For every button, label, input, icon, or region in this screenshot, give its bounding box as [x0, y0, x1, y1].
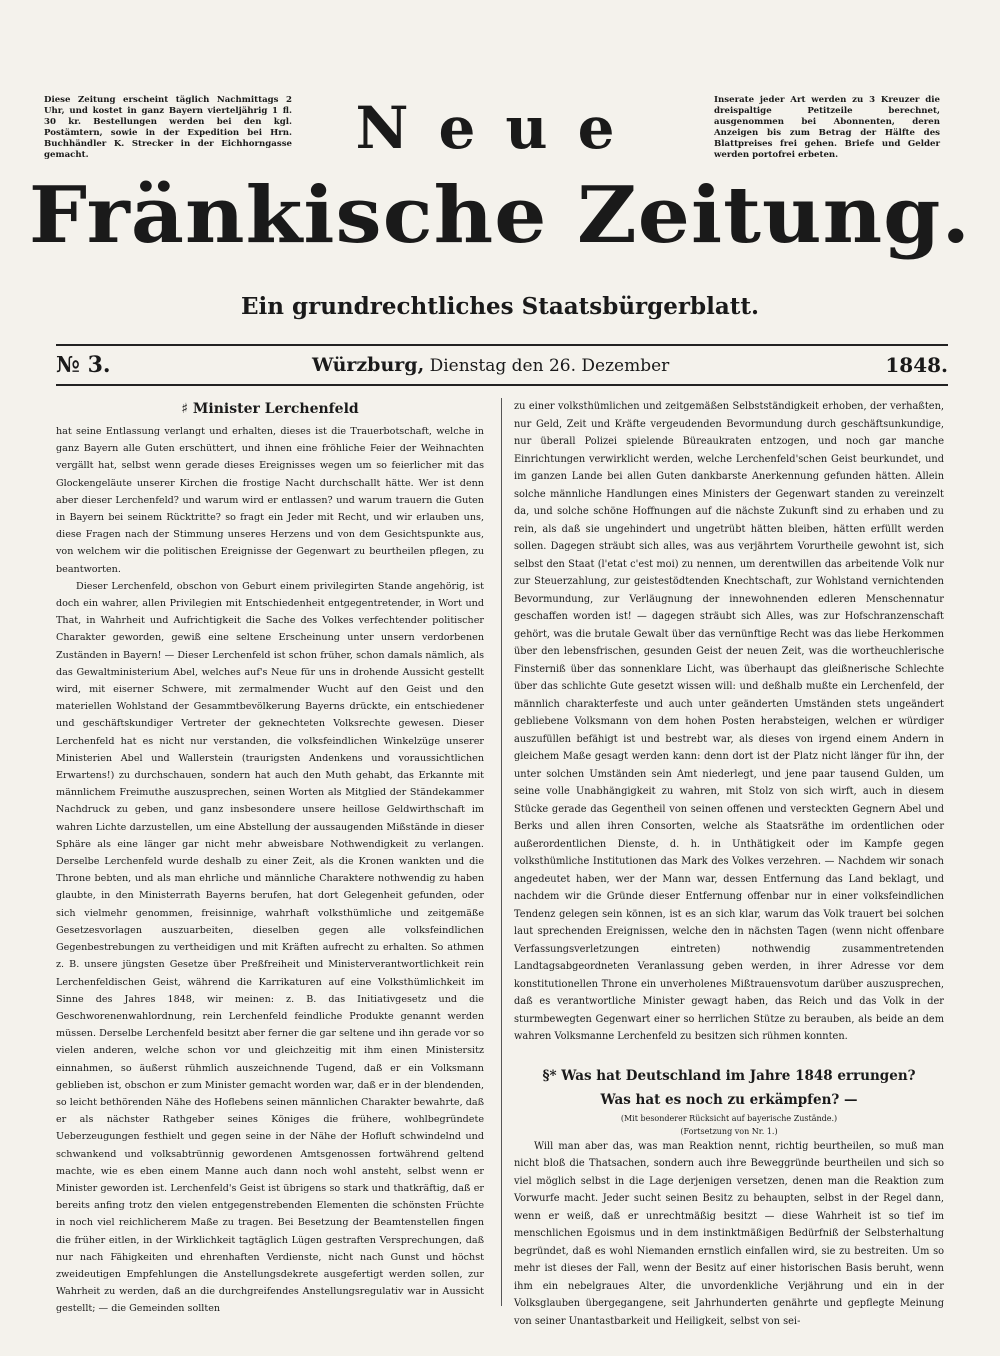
article-paragraph: Will man aber das, was man Reaktion nennt, richtig beurtheilen, so muß man nicht bloß die Thatsachen, sondern auch ihre Beweggründe beurtheilen und sich so viel möglich selbst in die Lage derjenigen versetzen, denen man die Reaktion zum Vorwurfe macht. Jeder sucht seinen Besitz zu behaupten, selbst in der Regel dann, wenn er weiß, daß er unrechtmäßig besitzt — diese Wahrheit ist so tief im menschlichen Egoismus und in dem instinktmäßigen Bedürfniß der Selbsterhaltung begründet, daß es wohl Niemanden ernstlich einfallen wird, sie zu bestreiten. Um so mehr ist dieses der Fall, wenn der Besitz auf einer historischen Basis beruht, wenn ihm ein nebelgraues Alter, die unvordenkliche Verjährung und ein in der Volksglauben übergegangene, seit Jahrhunderten genährte und gepflegte Meinung von seiner Unantastbarkeit und Heiligkeit, selbst von sei- — [514, 1140, 944, 1327]
title-line-neue: Neue — [355, 94, 645, 162]
continuation-note: (Fortsetzung von Nr. 1.) — [680, 1126, 778, 1136]
issue-number: № 3. — [56, 352, 111, 378]
section-gap — [514, 1046, 944, 1064]
dateline-date: Dienstag den 26. Dezember — [429, 356, 670, 376]
title-line-main: Fränkische Zeitung. — [28, 170, 972, 261]
article-subnote: (Mit besonderer Rücksicht auf bayerische Zustände.) — [620, 1113, 838, 1123]
article-heading-1848-line1: §* Was hat Deutschland im Jahre 1848 errungen? — [542, 1067, 916, 1084]
left-column — [56, 398, 484, 1318]
article-paragraph: Dieser Lerchenfeld, obschon von Geburt einem privilegirten Stande angehörig, ist doch ein wahrer, allen Privilegien mit Entschiedenheit entgegentretender, in Wort und That, in Wahrheit und Aufrichtigkeit die Sache des Volkes verfechtender politischer Charakter geworden, gewiß eine seltene Erscheinung unter unsern verdorbenen Zuständen in Bayern! — Dieser Lerchenfeld ist schon früher, schon damals nämlich, als das Gewaltministerium Abel, welches auf's Neue für uns in drohende Aussicht gestellt wird, mit eiserner Schwere, mit zermalmender Wucht auf den Geist und den materiellen Wohlstand der Gesammtbevölkerung Bayerns drückte, ein entschiedener und geschäftskundiger Vertreter der geknechteten Volksrechte gewesen. Dieser Lerchenfeld hat es nicht nur verstanden, die volksfeindlichen Winkelzüge unserer Ministerien Abel und Wallerstein (traurigsten Andenkens und voraussichtlichen Erwartens!) zu durchschauen, sondern hat auch den Muth gehabt, das Erkannte mit männlichem Freimuthe auszusprechen, seinen Worten als Mitglied der Ständekammer Nachdruck zu geben, und ganz insbesondere unsere heillose Geldwirthschaft im wahren Lichte darzustellen, um eine Abstellung der aussaugenden Mißstände in dieser Sphäre als eine länger gar nicht mehr abweisbare Nothwendigkeit zu verlangen. Derselbe Lerchenfeld wurde deshalb zu einer Zeit, als die Kronen wankten und die Throne bebten, und als man ehrliche und männliche Charaktere nothwendig zu haben glaubte, in den Ministerrath Bayerns berufen, hat dort Gelegenheit gefunden, oder sich vielmehr genommen, freisinnige, wahrhaft volksthümliche und zeitgemäße Gesetzesvorlagen auszuarbeiten, dieselben gegen alle volksfeindlichen Gegenbestrebungen zu vertheidigen und mit Kräften aufrecht zu erhalten. So athmen z. B. unsere jüngsten Gesetze über Preßfreiheit und Ministerverantwortlichkeit rein Lerchenfeldischen Geist, während die Karrikaturen auf eine Volksthümlichkeit im Sinne des Jahres 1848, wir meinen: z. B. das Initiativgesetz und die Geschworenenwahlordnung, rein Lerchenfeld feindliche Produkte genannt werden müssen. Derselbe Lerchenfeld besitzt aber ferner die gar seltene und ihn gerade vor so vielen anderen, welche schon vor und gleichzeitig mit ihm einen Ministersitz einnahmen, so äußerst rühmlich auszeichnende Tugend, daß er ein Volksmann geblieben ist, obschon er zum Minister gemacht worden war, daß er in der blendenden, so leicht bethörenden Nähe des Hoflebens seinen männlichen Charakter bewahrte, daß er als nächster Rathgeber seines Königes die frühere, wohlbegründete Ueberzeugungen festhielt und gegen seine in der Nähe der Hofluft schwindelnd und schwankend und volksabtrünnig gewordenen Amtsgenossen fortwährend geltend machte, wie es eben einem Manne auch dann noch wohl ansteht, selbst wenn er Minister geworden ist. Lerchenfeld's Geist ist übrigens so stark und thatkräftig, daß er bereits anfing trotz den vielen entgegenstrebenden Elementen die schönsten Früchte in noch viel reichlicherem Maße zu tragen. Bei Besetzung der Beamtenstellen fingen die früher eitlen, in der Wirklichkeit tagtäglich Lügen gestraften Versprechungen, daß nur nach Fähigkeiten und ehrenhaften Verdienste, nicht nach Gunst und höchst zweideutigen Empfehlungen die Anstellungsdekrete ausgefertigt werden sollen, zur Wahrheit zu werden, daß an die durchgreifendes Anstellungsregulativ war in Aussicht gestellt; — die Gemeinden sollten — [56, 580, 484, 1315]
right-column — [514, 398, 944, 1330]
dateline-place: Würzburg, — [312, 354, 425, 376]
article-paragraph: zu einer volksthümlichen und zeitgemäßen Selbstständigkeit erhoben, der verhaßten, nur Geld, Zeit und Kräfte vergeudenden Bevormundung durch geschäftsunkundige, nur überall Polizei spielende Büreaukraten entzogen, und noch gar manche Einrichtungen verwirklicht werden, welche Lerchenfeld'schen Geist beurkundet, und im ganzen Lande bei allen Guten dankbarste Anerkennung gefunden hätten. Allein solche männliche Handlungen eines Ministers der Gegenwart standen zu vereinzelt da, und solche schöne Hoffnungen auf die nächste Zukunft sind zu erhaben und zu rein, als daß sie ungehindert und ungetrübt hätten bleiben, hätten erfüllt werden sollen. Dagegen sträubt sich alles, was aus verjährtem Vorurtheile gewohnt ist, sich selbst den Staat (l'etat c'est moi) zu nennen, um derentwillen das arbeitende Volk nur zur Steuerzahlung, zur geistestödtenden Knechtschaft, zur Wohlstand vernichtenden Bevormundung, zur Verläugnung der innewohnenden edleren Menschennatur geschaffen worden ist! — dagegen sträubt sich Alles, was zur Hofschranzenschaft gehört, was die brutale Gewalt über das vernünftige Recht was das liebe Herkommen über den lebensfrischen, gesunden Geist der neuen Zeit, was die wortheuchlerische Finsterniß über das sonnenklare Licht, was überhaupt das gleißnerische Schlechte über das schlichte Gute gesetzt wissen will: und deßhalb mußte ein Lerchenfeld, der männlich charakterfeste und auch unter geänderten Umständen stets ungeändert gebliebene Volksmann von dem hohen Posten herabsteigen, welchen er würdiger auszufüllen befähigt ist und bestrebt war, als dieses von irgend einem Andern in gleichem Maße gesagt werden kann: denn dort ist der Platz nicht länger für ihn, der unter solchen Umständen sein Amt niederlegt, und jene paar tausend Gulden, um seine volle Unabhängigkeit zu wahren, mit Stolz von sich wirft, auch in diesem Stücke gerade das Gegentheil von seinen offenen und versteckten Gegnern Abel und Berks und allen ihren Consorten, welche als Staatsräthe im ordentlichen oder außerordentlichen Dienste, d. h. in Unthätigkeit oder im Kampfe gegen volksthümliche Institutionen das Mark des Volkes verzehren. — Nachdem wir sonach angedeutet haben, wer der Mann war, dessen Entfernung das Land beklagt, und nachdem wir die Gründe dieser Entfernung offenbar nur in einer volksfeindlichen Tendenz gelegen sein können, ist es an sich klar, warum das Volk trauert bei solchen laut sprechenden Ereignissen, welche den in nächsten Tagen (wenn nicht offenbare Verfassungsverletzungen eintreten) nothwendig zusammentretenden Landtagsabgeordneten Veranlassung geben werden, in ihrer Adresse vor dem konstitutionellen Throne ein unverholenes Mißtrauensvotum darüber auszusprechen, daß es verantwortliche Minister gewagt haben, das Reich und das Volk in der sturmbewegten Gegenwart einer so herrlichen Stütze zu berauben, als beide an dem wahren Volksmanne Lerchenfeld zu besitzen sich rühmen konnten. — [514, 401, 944, 1042]
article-paragraph: hat seine Entlassung verlangt und erhalten, dieses ist die Trauerbotschaft, welche in ganz Bayern alle Guten erschüttert, und ihnen eine fröhliche Feier der Weihnachten vergällt hat, selbst wenn gerade dieses Ereignisses wegen um so feierlicher mit das Glockengeläute unserer Kirchen die frostige Nacht durchschallt hätte. Wer ist denn aber dieser Lerchenfeld? und warum wird er entlassen? und warum trauern die Guten in Bayern bei seinem Rücktritte? so fragt ein Jeder mit Recht, und wir erlauben uns, diese Fragen nach der Stimmung unseres Herzens und von dem Gesichtspunkte aus, von welchem wir die politischen Ereignisse der Gegenwart zu beurtheilen pflegen, zu beantworten. — [56, 426, 484, 575]
issue-line — [56, 350, 948, 380]
column-divider — [501, 398, 502, 1306]
masthead-rule-bottom — [56, 384, 948, 386]
issue-year: 1848. — [885, 353, 948, 377]
subscription-notice: Diese Zeitung erscheint täglich Nachmittags 2 Uhr, und kostet in ganz Bayern vierteljährig 1 fl. 30 kr. Bestellungen werden bei den kgl. Postämtern, sowie in der Expedition bei Hrn. Buchhändler K. Strecker in der Eichhorngasse gemacht. — [44, 95, 292, 160]
advertising-notice: Inserate jeder Art werden zu 3 Kreuzer die dreispaltige Petitzeile berechnet, ausgenommen bei Abonnenten, deren Anzeigen bis zum Betrag der Hälfte des Blattpreises frei gehen. Briefe und Gelder werden portofrei erbeten. — [714, 95, 940, 160]
article-heading-1848-line2: Was hat es noch zu erkämpfen? — — [600, 1091, 858, 1108]
dateline — [312, 350, 669, 381]
masthead-rule-top — [56, 344, 948, 346]
masthead-subtitle: Ein grundrechtliches Staatsbürgerblatt. — [241, 293, 759, 320]
article-heading-lerchenfeld: ♯ Minister Lerchenfeld — [181, 401, 359, 417]
